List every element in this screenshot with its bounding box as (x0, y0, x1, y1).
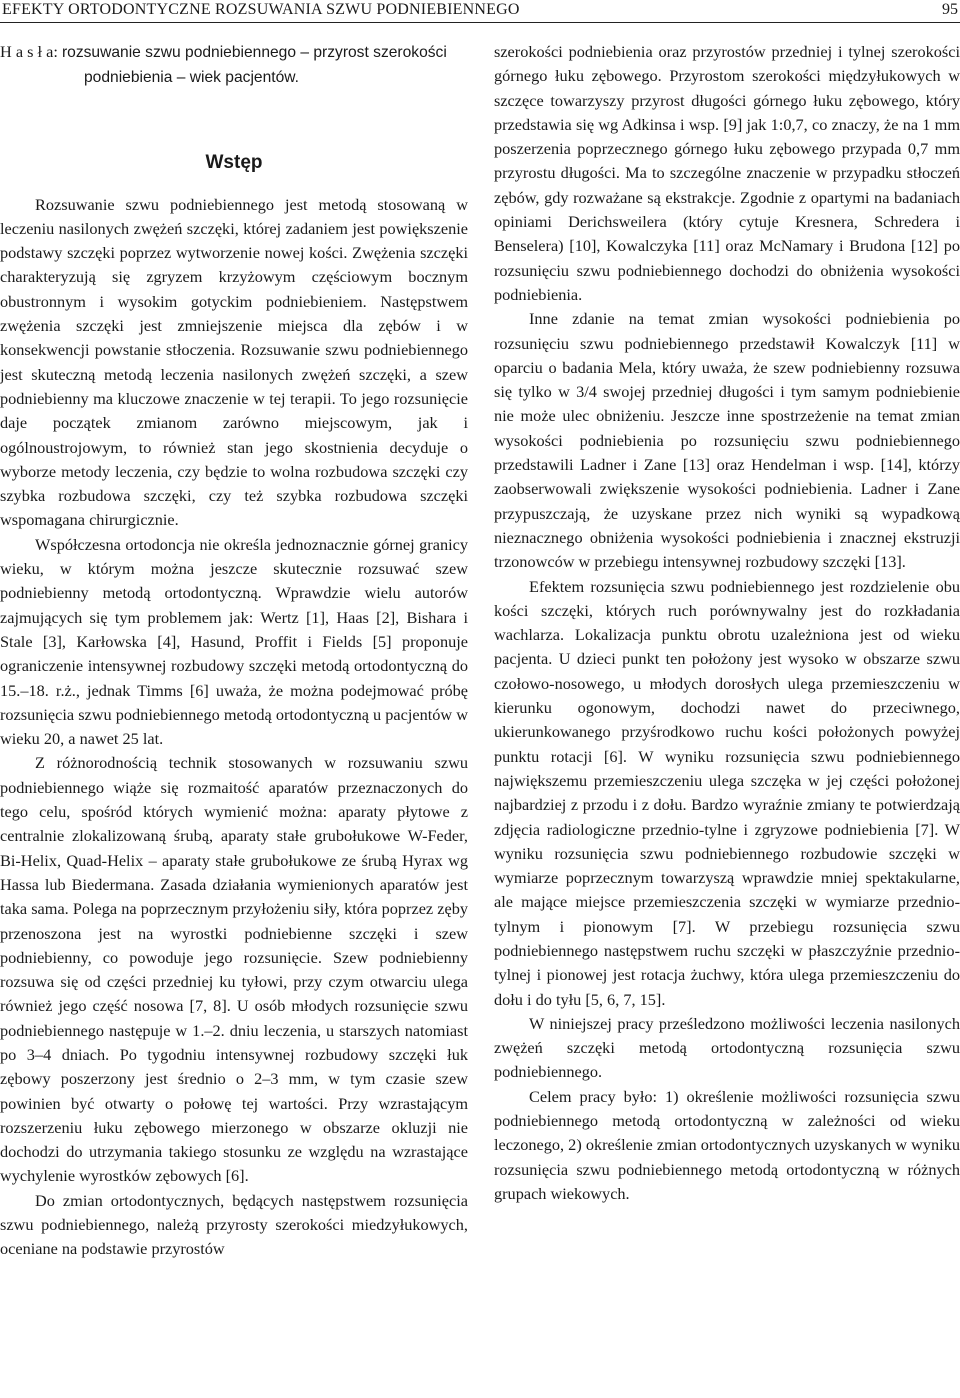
keywords-label: H a s ł a: (0, 42, 58, 61)
paragraph-continued: szerokości podniebienia oraz przyrostów przedniej i tylnej szerokości górnego łuku zębowego. Przyrostom szerokości międzyłukowych w szczęce towarzyszy przyrost długości górnego łuku zębowego, który przedstawia się wg Adkinsa i wsp. [9] jak 1:0,7, co znaczy, że na 1 mm poszerzenia poprzecznego górnego łuku zębowego przypada 0,7 mm przyrostu długości. Ma to szczególne znaczenie w przypadku stłoczeń zębów, gdy rozważane są ekstrakcje. Zgodnie z opartymi na badaniach opiniami Derichsweilera (który cytuje Kresnera, Schredera i Benselera) [10], Kowalczyka [11] oraz McNamary i Brudona [12] po rozsunięciu szwu podniebiennego dochodzi do obniżenia wysokości podniebienia. (494, 42, 960, 304)
paragraph: Celem pracy było: 1) określenie możliwości rozsunięcia szwu podniebiennego metodą ortodontyczną w zależności od wieku leczonego, 2) określenie zmian ortodontycznych uzyskanych w wyniku rozsunięcia szwu podniebiennego metodą ortodontyczną w różnych grupach wiekowych. (494, 1086, 960, 1203)
paragraph: Inne zdanie na temat zmian wysokości podniebienia po rozsunięciu szwu podniebiennego przedstawił Kowalczyk [11] w oparciu o badania Mela, który uważa, że szew podniebienny rozsuwa się tylko w 3/4 swojej przedniej długości i tym samym podniebienie nie może ulec obniżeniu. Jeszcze inne spostrzeżenie na temat zmian wysokości podniebienia po rozsunięciu szwu podniebiennego przedstawili Ladner i Zane [13] oraz Hendelman i wsp. [14], którzy zaobserwowali zwiększenie wysokości podniebienia. Ladner i Zane przypuszczają, że uzyskane przez nich wyniki są wypadkową nieznacznego obniżenia wysokości podniebienia i znacznej ekstruzji trzonowców w przebiegu intensywnej rozbudowy szczęki [13]. (494, 309, 960, 572)
page-number: 95 (942, 1, 958, 18)
keywords-line (0, 40, 468, 91)
paragraph: Z różnorodnością technik stosowanych w rozsuwaniu szwu podniebiennego wiąże się rozmaitość aparatów przeznaczonych do tego celu, spośród których wymienić można: aparaty płytowe z centralnie zlokalizowaną śrubą, aparaty stałe grubołukowe W-Feder, Bi-Helix, Quad-Helix – aparaty stałe grubołukowe ze śrubą Hyrax wg Hassa lub Biedermana. Zasada działania wymienionych aparatów jest taka sama. Polega na poprzecznym przyłożeniu siły, która poprzez zęby przenoszona jest na wyrostki podniebienne szczęki i szew podniebienny, co powoduje jego rozsunięcie. Szew podniebienny rozsuwa się od części przedniej ku tyłowi, przy czym otwarciu ulega również jego część nosowa [7, 8]. U osób młodych rozsunięcie szwu podniebiennego następuje w 1.–2. dniu leczenia, u starszych natomiast po 3–4 dniach. Po tygodniu intensywnej rozbudowy szczęki łuk zębowy poszerzony jest średnio o 2–3 mm, w tym czasie szew powinien być otwarty o połowę tej wartości. Przy wzrastającym rozszerzeniu łuku zębowego mierzonego w obszarze okluzji nie dochodzi do utrzymania takiego stosunku ze względu na wzrastające wychylenie wyrostków zębowych [6]. (0, 753, 468, 1186)
paragraph: Do zmian ortodontycznych, będących następstwem rozsunięcia szwu podniebiennego, należą przyrosty szerokości miedzyłukowych, oceniane na podstawie przyrostów (0, 1190, 468, 1259)
keywords-text: rozsuwanie szwu podniebiennego – przyrost szerokości podniebienia – wiek pacjentów. (61, 44, 447, 87)
left-column (0, 40, 468, 1398)
paragraph: Efektem rozsunięcia szwu podniebiennego jest rozdzielenie obu kości szczęki, których ruch porównywalny jest do rozkładania wachlarza. Lokalizacja punktu obrotu uzależniona jest od wieku pacjenta. U dzieci punkt ten położony jest wysoko w obszarze szwu czołowo-nosowego, u młodych dorosłych ulega przemieszczeniu w kierunku ogonowym, dochodzi nawet do przeciwnego, ukierunkowanego przyśrodkowo ruchu kości położonych powyżej punktu rotacji [6]. W wyniku rozsunięcia szwu podniebiennego największemu przemieszczeniu ulega szczęka w jej części położonej najbardziej z przodu i z dołu. Bardzo wyraźnie zmiany te potwierdzają zdjęcia radiologiczne przednio-tylne i zgryzowe podniebienia [7]. W wyniku rozsunięcia szwu podniebiennego rozbudowie szczęki w wymiarze poprzecznym towarzyszą wprawdzie mniej spektakularne, ale mające miejsce przemieszczenia szczęki w wymiarze przednio-tylnym i pionowym [7]. W przebiegu rozsunięcia szwu podniebiennego następstwem ruchu szczęki w płaszczyźnie przednio-tylnej i pionowej jest rotacja żuchwy, która ulega przemieszczeniu do dołu i do tyłu [5, 6, 7, 15]. (494, 576, 960, 1009)
paragraph: W niniejszej pracy prześledzono możliwości leczenia nasilonych zwężeń szczęki metodą ortodontyczną rozsunięcia szwu podniebiennego. (494, 1013, 960, 1082)
paragraph: Rozsuwanie szwu podniebiennego jest metodą stosowaną w leczeniu nasilonych zwężeń szczęki, której zadaniem jest powiększenie podstawy szczęki poprzez wytworzenie nowej kości. Zwężenia szczęki charakteryzują się zgryzem krzyżowym częściowym bocznym obustronnym i wysokim gotyckim podniebieniem. Następstwem zwężenia szczęki jest zmniejszenie miejsca dla zębów i w konsekwencji powstanie stłoczenia. Rozsuwanie szwu podniebiennego jest skuteczną metodą leczenia nasilonych zwężeń szczęki, a szew podniebienny ma kluczowe znaczenie w tej terapii. To jego rozsunięcie daje początek zmianom zarówno miejscowym, jak i ogólnoustrojowym, to również stan jego skostnienia decyduje o wyborze metody leczenia, czy będzie to wolna rozbudowa szczęki czy szybka rozbudowa szczęki, czy też szybka rozbudowa szczęki wspomagana chirurgicznie. (0, 194, 468, 530)
paragraph: Współczesna ortodoncja nie określa jednoznacznie górnej granicy wieku, w którym można jeszcze skutecznie rozsuwać szew podniebienny metodą ortodontyczną. Wprawdzie wielu autorów zajmujących się tym problemem jak: Wertz [1], Haas [2], Bishara i Stale [3], Karłowska [4], Hasund, Proffit i Fields [5] proponuje ograniczenie intensywnej rozbudowy szczęki metodą ortodontyczną do 15.–18. r.ż., jednak Timms [6] uważa, że można podejmować próbę rozsunięcia szwu podniebiennego metodą ortodontyczną u pacjentów w wieku 20, a nawet 25 lat. (0, 534, 468, 749)
right-column (494, 40, 960, 1398)
running-title: EFEKTY ORTODONTYCZNE ROZSUWANIA SZWU PODNIEBIENNEGO (2, 1, 520, 18)
section-title: Wstęp (205, 151, 263, 173)
running-header (0, 0, 960, 23)
